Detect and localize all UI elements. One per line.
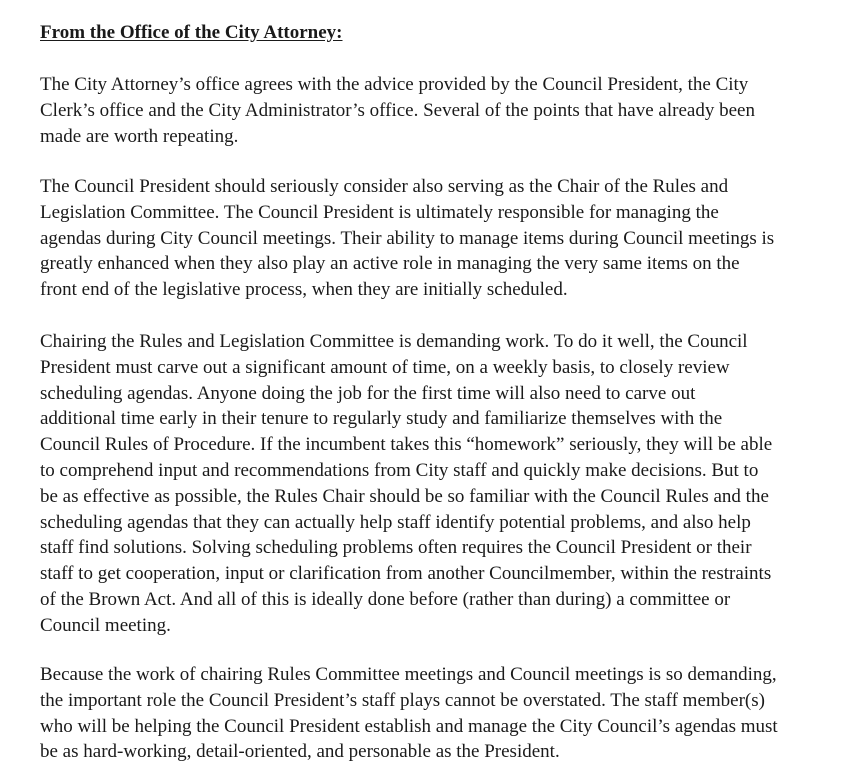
paragraph-line: to comprehend input and recommendations from City staff and quickly make decisions. But to <box>40 459 759 481</box>
paragraph-line: scheduling agendas. Anyone doing the job for the first time will also need to carve out <box>40 382 696 404</box>
paragraph-line: be as hard-working, detail-oriented, and personable as the President. <box>40 741 560 763</box>
paragraph-line: front end of the legislative process, when they are initially scheduled. <box>40 279 568 301</box>
section-heading: From the Office of the City Attorney: <box>40 22 343 43</box>
paragraph-line: of the Brown Act. And all of this is ideally done before (rather than during) a committee or <box>40 588 731 610</box>
paragraph-line: staff to get cooperation, input or clarification from another Councilmember, within the restraints <box>40 563 772 585</box>
paragraph-line: The City Attorney’s office agrees with the advice provided by the Council President, the City <box>40 74 749 95</box>
paragraph-line: additional time early in their tenure to regularly study and familiarize themselves with the <box>40 408 723 430</box>
paragraph-line: who will be helping the Council President establish and manage the City Council’s agendas must <box>40 715 778 737</box>
paragraph-line: President must carve out a significant amount of time, on a weekly basis, to closely review <box>40 356 730 378</box>
paragraph-line: Council meeting. <box>40 614 171 636</box>
paragraph-line: Because the work of chairing Rules Committee meetings and Council meetings is so demanding, <box>40 664 777 685</box>
paragraph-line: agendas during City Council meetings. Their ability to manage items during Council meetings is <box>40 227 775 249</box>
paragraph-4 <box>40 662 830 765</box>
paragraph-line: be as effective as possible, the Rules Chair should be so familiar with the Council Rules and the <box>40 485 769 507</box>
document-page <box>40 21 830 763</box>
paragraph-line: The Council President should seriously consider also serving as the Chair of the Rules and <box>40 176 729 197</box>
paragraph-1 <box>40 72 830 149</box>
paragraph-line: greatly enhanced when they also play an active role in managing the very same items on the <box>40 253 740 275</box>
paragraph-line: staff find solutions. Solving scheduling problems often requires the Council President or their <box>40 537 752 559</box>
paragraph-line: Clerk’s office and the City Administrator’s office. Several of the points that have already been <box>40 99 755 121</box>
paragraph-line: the important role the Council President’s staff plays cannot be overstated. The staff member(s) <box>40 689 765 711</box>
paragraph-line: Chairing the Rules and Legislation Committee is demanding work. To do it well, the Council <box>40 331 748 352</box>
paragraph-2 <box>40 174 830 303</box>
paragraph-3 <box>40 329 830 639</box>
paragraph-line: scheduling agendas that they can actually help staff identify potential problems, and also help <box>40 511 751 533</box>
paragraph-line: Legislation Committee. The Council President is ultimately responsible for managing the <box>40 201 719 223</box>
paragraph-line: Council Rules of Procedure. If the incumbent takes this “homework” seriously, they will be able <box>40 434 773 456</box>
paragraph-line: made are worth repeating. <box>40 125 239 147</box>
